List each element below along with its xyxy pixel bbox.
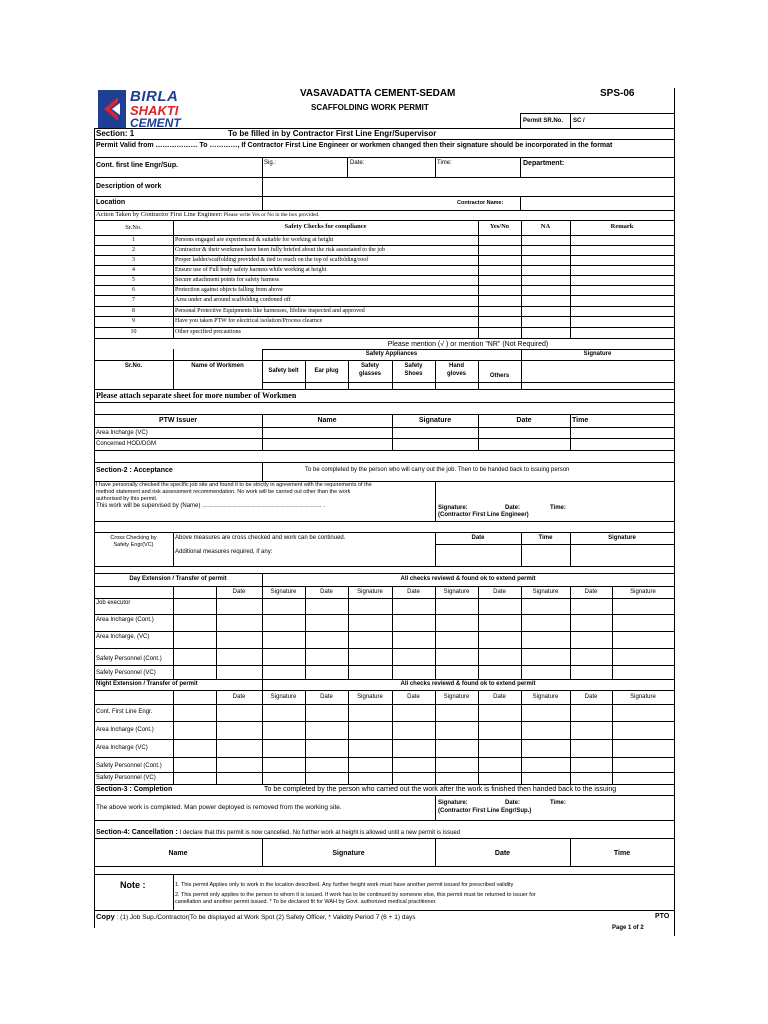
night-extension-checks: All checks reviewd & found ok to extend permit	[400, 681, 536, 687]
declaration-line2: method statement and risk assessment recommendation. No work will be carried out other than the work	[96, 489, 351, 495]
description-label: Description of work	[96, 183, 162, 190]
section1-instruction: To be filled in by Contractor First Line Engr/Supervisor	[228, 129, 437, 138]
section2-sig: Signature:	[438, 505, 468, 511]
ptw-date-label: Date	[516, 417, 532, 424]
check-row-number: 2	[132, 247, 135, 253]
permit-validity: Permit Valid from ……………… To …………, If Contractor First Line Engineer or workmen changed then their signature should be incorporated in the format	[96, 142, 613, 149]
company-name: VASAVADATTA CEMENT-SEDAM	[300, 88, 456, 99]
section2-date: Date:	[505, 505, 521, 511]
logo-text-shakti: SHAKTI	[130, 103, 179, 118]
day-extension-row-label: Job executor	[96, 600, 131, 606]
department-label: Department:	[523, 160, 565, 167]
night-extension-row-label: Safety Personnel (VC)	[96, 775, 156, 781]
action-taken	[96, 212, 320, 219]
day-extension-row-label: Safety Personnel (Cont.)	[96, 656, 162, 662]
ext-signature-header: Signature	[443, 589, 470, 595]
hand-gloves-label-1: Hand	[449, 363, 464, 369]
check-row-text: Personal Protective Equipments like harnesses, lifeline inspected and approved	[175, 308, 365, 314]
ext-signature-header: Signature	[357, 694, 383, 700]
check-row-text: Area under and around scaffolding cordoned off	[175, 297, 291, 303]
ext-date-header: Date	[493, 694, 506, 700]
permit-sr-label: Permit SR.No.	[523, 118, 564, 124]
section2-time: Time:	[550, 505, 566, 511]
check-row-text: Secure attachment points for safety harness	[175, 277, 280, 283]
location-label: Location	[96, 199, 126, 206]
note-line3: canellation and another permit issued. * To be declared fit for WAH by Govt. authorized medical practitioner.	[175, 899, 437, 905]
check-row-text: Ensure use of Full body safety harness while working at height	[175, 267, 327, 273]
ext-date-header: Date	[320, 589, 333, 595]
checks-col-na: NA	[540, 223, 551, 230]
ext-signature-header: Signature	[630, 589, 656, 595]
check-row-text: Persons engaged are experienced & suitable for working at height	[175, 237, 334, 243]
section4-signature: Signature	[332, 850, 365, 857]
note-label: Note :	[120, 880, 146, 890]
checks-col-remark: Remark	[610, 223, 634, 230]
workmen-signature-label: Signature	[583, 351, 612, 357]
section3-sig: Signature:	[438, 800, 468, 806]
ext-signature-header: Signature	[630, 694, 656, 700]
section3-date: Date:	[505, 800, 521, 806]
night-extension-row-label: Area Incharge (VC)	[96, 745, 148, 751]
crosscheck-date: Date	[471, 535, 485, 541]
ptw-time-label: Time	[572, 417, 589, 424]
section3-instruction: To be completed by the person who carried out the work after the work is finished then handed back to the issuing	[264, 786, 617, 793]
ext-date-header: Date	[232, 589, 246, 595]
supervised-by: This work will be supervised by (Name) …………………………………………………… .	[96, 503, 326, 509]
check-row-number: 10	[130, 329, 137, 335]
day-extension-title: Day Extension / Transfer of permit	[129, 576, 227, 582]
logo-text-birla: BIRLA	[130, 88, 179, 105]
form-title: SCAFFOLDING WORK PERMIT	[311, 103, 429, 112]
mention-note: Please mention (√ ) or mention "NR" (Not Required)	[387, 341, 549, 348]
check-row-text: Have you taken PTW for electrical isolation/Process clearnce	[175, 318, 323, 324]
ext-signature-header: Signature	[443, 694, 470, 700]
check-row-divider	[94, 275, 674, 276]
ext-signature-header: Signature	[270, 694, 297, 700]
ptw-hod: Concerned HOD/DGM	[96, 441, 157, 447]
section4-declaration: I declare that this permit is now cancelled. No further work at height is allowed until a new permit is issued	[179, 830, 461, 836]
note-line1: 1. This permit Applies only to work in the location described. Any further height work must have another permit issued for prescribed validity	[175, 882, 514, 888]
copy-label: Copy	[96, 912, 115, 921]
section4-name: Name	[168, 850, 188, 857]
check-row-number: 6	[132, 287, 135, 293]
page-number: Page 1 of 2	[612, 925, 644, 931]
check-row-number: 4	[132, 267, 135, 273]
sig-label: Sig.:	[264, 160, 277, 166]
check-row-divider	[94, 316, 674, 317]
time-label: Time:	[437, 160, 452, 166]
ptw-name-label: Name	[317, 417, 337, 424]
action-taken-bold: Action Taken by Contractor First Line Engineer:	[96, 211, 223, 218]
copy-text: : (1) Job Sup./Contractor(To be displayed at Work Spot (2) Safety Officer, * Validity Period 7 (6 + 1) days	[116, 914, 416, 921]
others-label: Others	[489, 373, 510, 379]
night-extension-row-label: Area Incharge (Cont.)	[96, 727, 154, 733]
check-row-number: 8	[132, 308, 135, 314]
declaration-line3: authorised by this permit.	[96, 496, 158, 502]
section4-date: Date	[494, 850, 511, 857]
check-row-text: Other specified precautions	[175, 329, 241, 335]
ext-date-header: Date	[584, 589, 598, 595]
ext-date-header: Date	[584, 694, 598, 700]
safety-shoes-label-1: Safety	[404, 363, 423, 369]
check-row-number: 9	[132, 318, 135, 324]
check-row-number: 3	[132, 257, 135, 263]
day-extension-checks: All checks reviewd & found ok to extend permit	[400, 576, 536, 582]
ptw-issuer-label: PTW Issuer	[158, 417, 198, 424]
check-row-divider	[94, 245, 674, 246]
crosscheck-time: Time	[538, 535, 553, 541]
safety-shoes-label-2: Shoes	[404, 371, 423, 377]
section1-title: Section: 1	[96, 129, 135, 138]
company-logo	[96, 88, 208, 130]
check-row-divider	[94, 306, 674, 307]
section2-title: Section-2 : Acceptance	[96, 467, 173, 474]
check-row-number: 7	[132, 297, 135, 303]
checks-col-title: Safety Checks for compliance	[284, 223, 367, 230]
section4-title: Section-4: Cancellation :	[96, 829, 178, 836]
check-row-divider	[94, 265, 674, 266]
check-row-text: Proper ladder/scaffolding provided & tied to reach on the top of scaffolding/roof	[175, 257, 369, 263]
ext-signature-header: Signature	[357, 589, 383, 595]
night-extension-row-label: Safety Personnel (Cont.)	[96, 763, 162, 769]
check-row-divider	[94, 255, 674, 256]
completion-statement: The above work is completed. Man power deployed is removed from the working site.	[96, 804, 342, 811]
check-row-divider	[94, 295, 674, 296]
section4-header	[96, 829, 460, 836]
crosscheck-label-2: Safety Engr(VC)	[113, 542, 154, 548]
crosscheck-line2: Additional measures required, if any:	[175, 549, 273, 555]
action-taken-rest: Please write Yes or No in the box provided.	[222, 212, 320, 218]
ptw-area-incharge: Area Incharge (VC)	[96, 430, 148, 436]
ext-signature-header: Signature	[270, 589, 297, 595]
ext-signature-header: Signature	[532, 694, 559, 700]
safety-appliances-label: Safety Appliances	[365, 351, 418, 357]
workmen-sr-label: Sr.No.	[124, 363, 143, 369]
permit-sr-value[interactable]: SC /	[573, 118, 585, 124]
section4-time: Time	[613, 850, 631, 857]
ext-date-header: Date	[232, 694, 246, 700]
crosscheck-line1: Above measures are cross checked and work can be continued.	[175, 535, 346, 541]
safety-belt-label: Safety belt	[268, 368, 299, 374]
section2-engineer: (Contractor First Line Engineer)	[438, 512, 529, 518]
day-extension-row-label: Safety Personnel (VC)	[96, 670, 156, 676]
check-row-divider	[94, 285, 674, 286]
ext-date-header: Date	[320, 694, 333, 700]
check-row-text: Contractor & their workmen have been fully briefed about the risk associated to the job	[175, 247, 385, 253]
section3-time: Time:	[550, 800, 566, 806]
safety-glasses-label-2: glasses	[358, 371, 382, 377]
ext-date-header: Date	[407, 694, 420, 700]
checks-col-yes: Yes/No	[489, 223, 510, 230]
ptw-signature-label: Signature	[418, 417, 452, 424]
ext-date-header: Date	[493, 589, 506, 595]
night-extension-row-label: Cont. First Line Engr.	[96, 709, 153, 715]
check-row-number: 1	[132, 237, 135, 243]
checks-col-sr: Sr.No.	[125, 224, 142, 231]
declaration-line1: I have personally checked the specific job site and found it to be strictly in agreement with the requirements of the	[96, 482, 372, 488]
section3-engineer: (Contractor First Line Engr/Sup.)	[438, 808, 532, 814]
day-extension-row-label: Area Incharge (Cont.)	[96, 617, 154, 623]
logo-text-cement: CEMENT	[130, 116, 181, 130]
section2-instruction: To be completed by the person who will carry out the job. Then to be handed back to issuing person	[305, 467, 570, 473]
copy-footer	[96, 913, 416, 922]
contractor-name-label: Contractor Name:	[457, 200, 504, 206]
day-extension-row-label: Area Incharge. (VC)	[96, 634, 150, 640]
check-row-number: 5	[132, 277, 135, 283]
ear-plug-label: Ear plug	[314, 368, 339, 374]
crosscheck-signature: Signature	[608, 535, 636, 541]
ext-signature-header: Signature	[532, 589, 559, 595]
ext-date-header: Date	[407, 589, 420, 595]
safety-glasses-label-1: Safety	[360, 363, 379, 369]
attach-sheet-note: Please attach separate sheet for more number of Workmen	[96, 391, 297, 400]
date-label: Date:	[350, 160, 365, 166]
cont-engr-label: Cont. first line Engr/Sup.	[96, 162, 179, 169]
section3-title: Section-3 : Completion	[96, 786, 173, 793]
crosscheck-label-1: Cross Checking by	[110, 535, 157, 541]
check-row-divider	[94, 327, 674, 328]
hand-gloves-label-2: gloves	[446, 371, 466, 377]
check-row-text: Protection against objects falling from above	[175, 287, 283, 293]
document-code: SPS-06	[600, 88, 635, 99]
night-extension-title: Night Extension / Transfer of permit	[96, 681, 198, 687]
workmen-name-label: Name of Workmen	[191, 363, 244, 369]
pto-label: PTO	[655, 913, 670, 920]
note-line2: 2. This permit only applies to the person to whom it is issued. If work has to be continued by someone else, this permit must be returned to issuer for	[175, 892, 536, 898]
